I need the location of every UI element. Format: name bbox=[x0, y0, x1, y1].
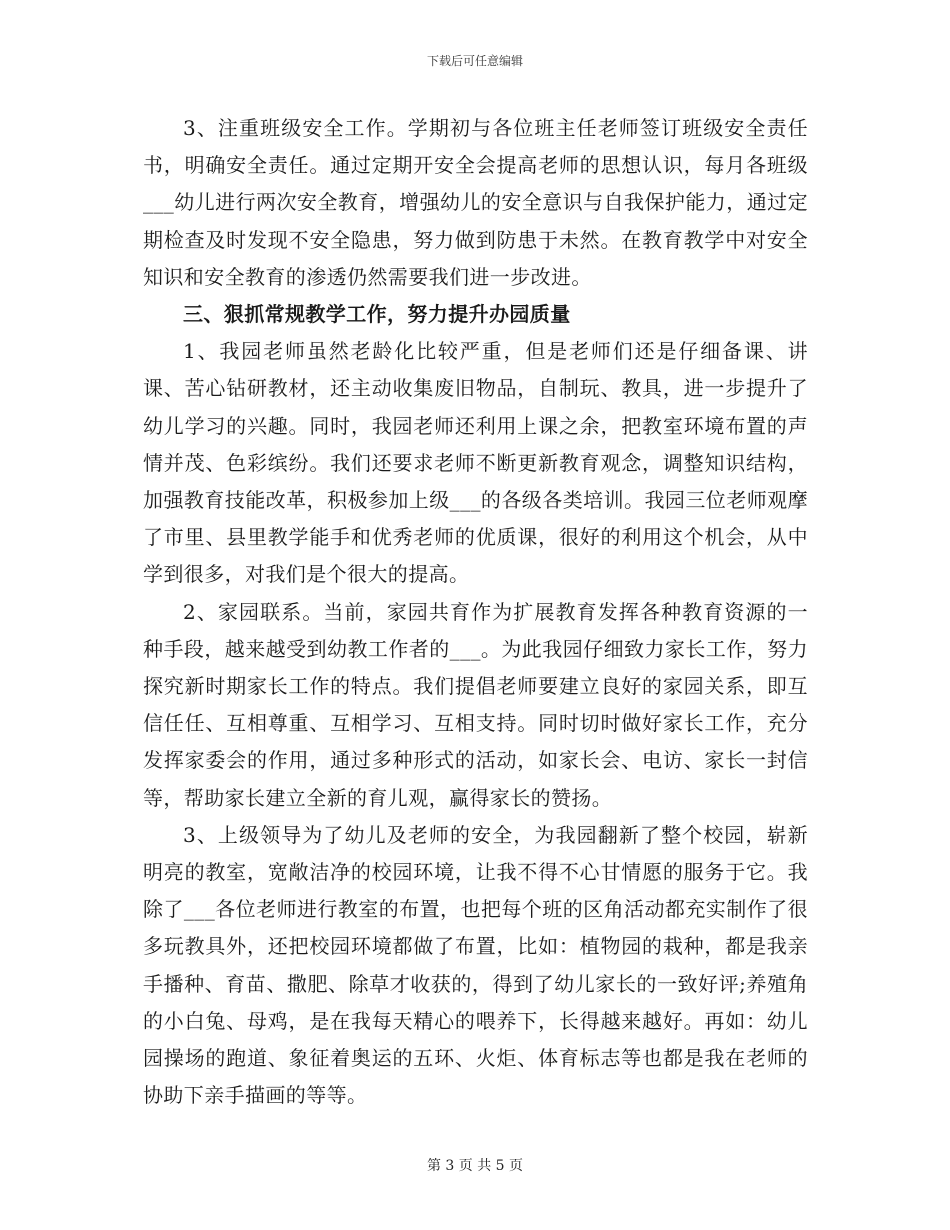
paragraph-teaching: 1、我园老师虽然老龄化比较严重，但是老师们还是仔细备课、讲课、苦心钻研教材，还主动收集废旧物品，自制玩、教具，进一步提升了幼儿学习的兴趣。同时，我园老师还利用上课之余，把教室环境布置的声情并茂、色彩缤纷。我们还要求老师不断更新教育观念，调整知识结构，加强教育技能改革，积极参加上级___的各级各类培训。我园三位老师观摩了市里、县里教学能手和优秀老师的优质课，很好的利用这个机会，从中学到很多，对我们是个很大的提高。 bbox=[143, 339, 808, 587]
page-header: 下载后可任意编辑 bbox=[426, 54, 523, 68]
paragraph-home-school: 2、家园联系。当前，家园共育作为扩展教育发挥各种教育资源的一种手段，越来越受到幼教工作者的___。为此我园仔细致力家长工作，努力探究新时期家长工作的特点。我们提倡老师要建立良好的家园关系，即互信任任、互相尊重、互相学习、互相支持。同时切时做好家长工作，充分发挥家委会的作用，通过多种形式的活动，如家长会、电访、家长一封信等，帮助家长建立全新的育儿观，赢得家长的赞扬。 bbox=[143, 599, 808, 810]
document-body bbox=[143, 110, 808, 1114]
paragraph-safety-work: 3、注重班级安全工作。学期初与各位班主任老师签订班级安全责任书，明确安全责任。通过定期开安全会提高老师的思想认识，每月各班级___幼儿进行两次安全教育，增强幼儿的安全意识与自我保护能力，通过定期检查及时发现不安全隐患，努力做到防患于未然。在教育教学中对安全知识和安全教育的渗透仍然需要我们进一步改进。 bbox=[143, 116, 808, 289]
section-heading: 三、狠抓常规教学工作，努力提升办园质量 bbox=[183, 302, 571, 327]
page-footer: 第 3 页 共 5 页 bbox=[426, 1158, 524, 1174]
paragraph-campus: 3、上级领导为了幼儿及老师的安全，为我园翻新了整个校园，崭新明亮的教室，宽敞洁净的校园环境，让我不得不心甘情愿的服务于它。我除了___各位老师进行教室的布置，也把每个班的区角活动都充实制作了很多玩教具外，还把校园环境都做了布置，比如：植物园的栽种，都是我亲手播种、育苗、撒肥、除草才收获的，得到了幼儿家长的一致好评;养殖角的小白兔、母鸡，是在我每天精心的喂养下，长得越来越好。再如：幼儿园操场的跑道、象征着奥运的五环、火炬、体育标志等也都是我在老师的协助下亲手描画的等等。 bbox=[143, 822, 808, 1108]
